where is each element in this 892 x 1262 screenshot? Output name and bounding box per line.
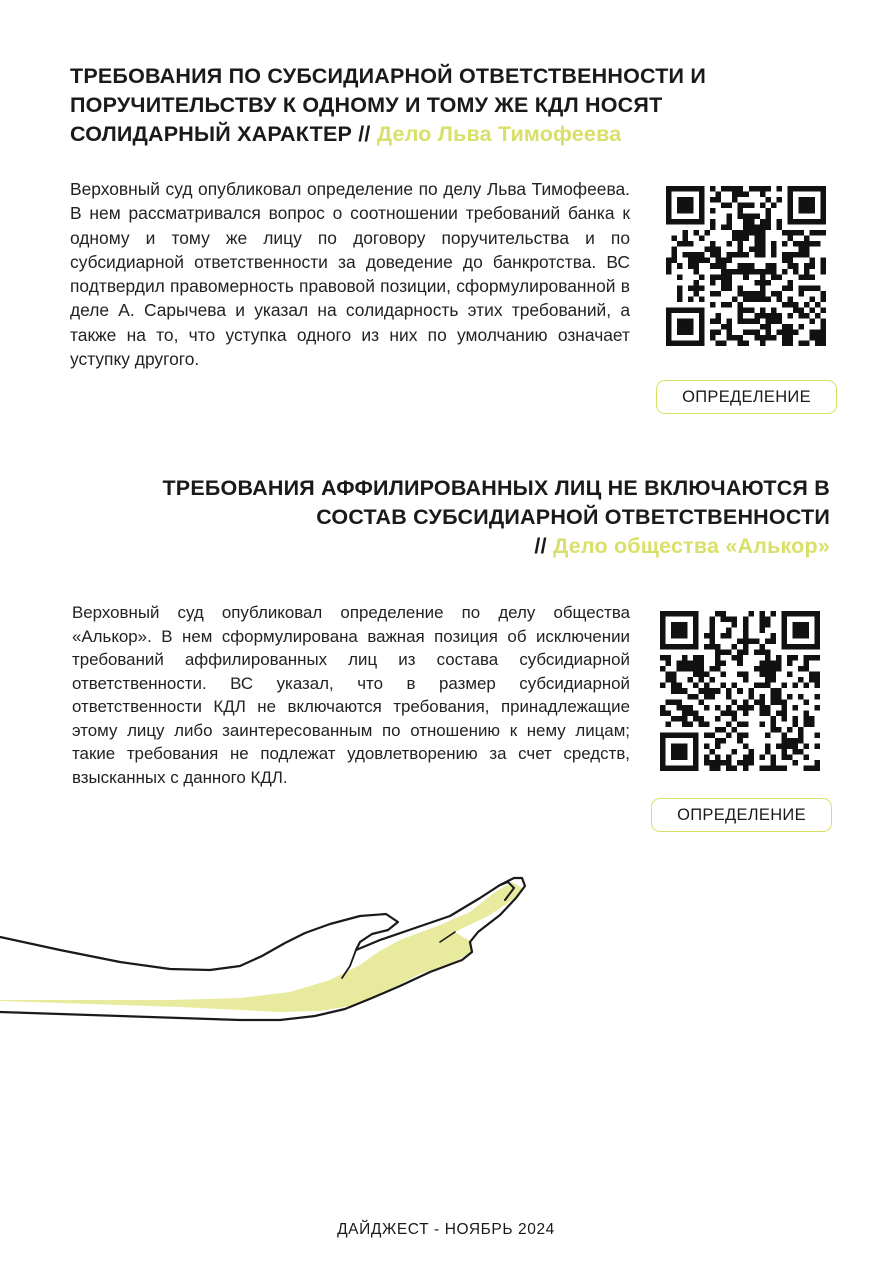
article1-headline-separator: // xyxy=(358,122,371,146)
open-hand-illustration xyxy=(0,870,540,1030)
article1-headline xyxy=(70,62,770,149)
article1-case-name: Дело Льва Тимофеева xyxy=(376,122,622,146)
article1-body: Верховный суд опубликовал определение по делу Льва Тимофеева. В нем рассматривался вопрос о соотношении требований банка к одному и тому же лицу по договору поручительства и по субсидиарной ответственности за доведение до банкротства. ВС подтвердил правомерность правовой позиции, сформулированной в деле А. Сарычева и указал на солидарность этих требований, а также на то, что уступка одного из них по умолчанию означает уступку другого. xyxy=(70,179,630,370)
article2-case-name: Дело общества «Алькор» xyxy=(552,534,830,558)
qr-code-icon[interactable] xyxy=(666,186,826,346)
qr-code-icon[interactable] xyxy=(660,611,820,771)
article2-body: Верховный суд опубликовал определение по делу общества «Алькор». В нем сформулирована важная позиция об исключении требований аффилированных лиц из состава субсидиарной ответственности. ВС указал, что в размер субсидиарной ответственности КДЛ не включаются требования, принадлежащие этому лицу либо заинтересованным по отношению к нему лицам; такие требования не подлежат удовлетворению за счет средств, взысканных с данного КДЛ. xyxy=(72,603,630,787)
article2-headline-main: ТРЕБОВАНИЯ АФФИЛИРОВАННЫХ ЛИЦ НЕ ВКЛЮЧАЮТСЯ В СОСТАВ СУБСИДИАРНОЙ ОТВЕТСТВЕННОСТИ xyxy=(162,476,830,529)
article1-definition-button-label: ОПРЕДЕЛЕНИЕ xyxy=(682,387,811,406)
page-footer: ДАЙДЖЕСТ - НОЯБРЬ 2024 xyxy=(337,1221,555,1238)
article2-definition-button-label: ОПРЕДЕЛЕНИЕ xyxy=(677,805,806,824)
article2-headline-separator: // xyxy=(534,534,547,558)
article2-definition-button[interactable] xyxy=(651,798,832,832)
article1-headline-main: ТРЕБОВАНИЯ ПО СУБСИДИАРНОЙ ОТВЕТСТВЕННОСТИ И ПОРУЧИТЕЛЬСТВУ К ОДНОМУ И ТОМУ ЖЕ КДЛ НОСЯТ СОЛИДАРНЫЙ ХАРАКТЕР xyxy=(70,64,707,146)
article2-headline xyxy=(70,474,830,561)
article1-definition-button[interactable] xyxy=(656,380,837,414)
